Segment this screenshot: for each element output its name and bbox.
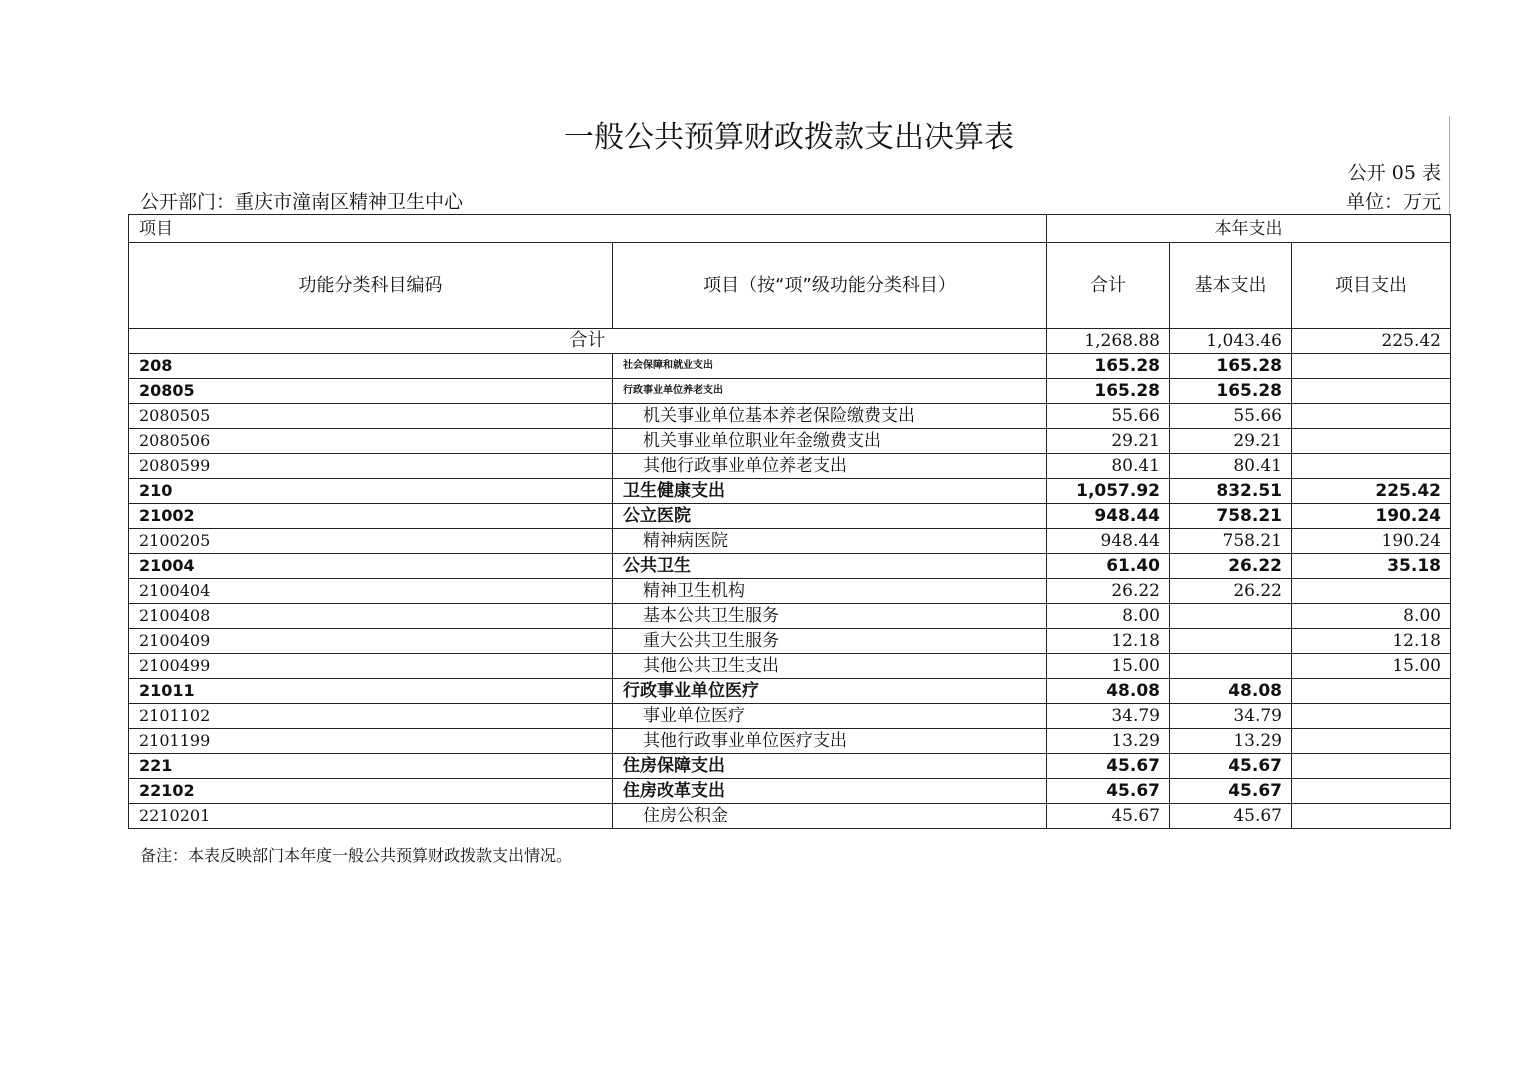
row-basic: 45.67 (1170, 779, 1292, 804)
row-total: 165.28 (1047, 379, 1170, 404)
total-label: 合计 (129, 329, 1047, 354)
table-row (129, 804, 1451, 829)
row-code: 2100409 (129, 629, 613, 654)
row-code: 21002 (129, 504, 613, 529)
table-row (129, 454, 1451, 479)
footnote: 备注：本表反映部门本年度一般公共预算财政拨款支出情况。 (140, 846, 573, 865)
header-name: 项目（按“项”级功能分类科目） (613, 243, 1047, 329)
row-name: 精神卫生机构 (613, 579, 1047, 604)
row-project (1292, 679, 1451, 704)
total-row (129, 329, 1451, 354)
row-basic: 26.22 (1170, 554, 1292, 579)
row-project: 8.00 (1292, 604, 1451, 629)
table-row (129, 604, 1451, 629)
table-row (129, 729, 1451, 754)
row-name: 社会保障和就业支出 (613, 354, 1047, 379)
row-code: 2100499 (129, 654, 613, 679)
row-total: 15.00 (1047, 654, 1170, 679)
row-basic (1170, 629, 1292, 654)
table-row (129, 504, 1451, 529)
row-total: 45.67 (1047, 754, 1170, 779)
row-name: 住房改革支出 (613, 779, 1047, 804)
row-name: 机关事业单位基本养老保险缴费支出 (613, 404, 1047, 429)
row-total: 165.28 (1047, 354, 1170, 379)
table-row (129, 754, 1451, 779)
row-code: 2080505 (129, 404, 613, 429)
row-basic: 55.66 (1170, 404, 1292, 429)
row-code: 2080599 (129, 454, 613, 479)
row-total: 1,057.92 (1047, 479, 1170, 504)
row-project (1292, 379, 1451, 404)
total-project: 225.42 (1292, 329, 1451, 354)
row-project: 12.18 (1292, 629, 1451, 654)
header-project: 项目支出 (1292, 243, 1451, 329)
row-name: 重大公共卫生服务 (613, 629, 1047, 654)
row-total: 26.22 (1047, 579, 1170, 604)
row-code: 20805 (129, 379, 613, 404)
row-name: 事业单位医疗 (613, 704, 1047, 729)
row-code: 21011 (129, 679, 613, 704)
row-total: 45.67 (1047, 779, 1170, 804)
row-basic: 758.21 (1170, 504, 1292, 529)
row-basic (1170, 654, 1292, 679)
department-label: 公开部门：重庆市潼南区精神卫生中心 (140, 191, 464, 213)
table-row (129, 404, 1451, 429)
row-code: 208 (129, 354, 613, 379)
row-total: 948.44 (1047, 504, 1170, 529)
row-basic: 758.21 (1170, 529, 1292, 554)
form-number: 公开 05 表 (1347, 162, 1441, 184)
budget-table (128, 214, 1451, 829)
row-basic (1170, 604, 1292, 629)
row-project (1292, 454, 1451, 479)
row-total: 12.18 (1047, 629, 1170, 654)
page-title: 一般公共预算财政拨款支出决算表 (564, 120, 1014, 155)
row-name: 其他行政事业单位医疗支出 (613, 729, 1047, 754)
row-total: 13.29 (1047, 729, 1170, 754)
row-basic: 45.67 (1170, 754, 1292, 779)
row-code: 21004 (129, 554, 613, 579)
row-total: 61.40 (1047, 554, 1170, 579)
total-total: 1,268.88 (1047, 329, 1170, 354)
row-basic: 13.29 (1170, 729, 1292, 754)
row-basic: 34.79 (1170, 704, 1292, 729)
row-project (1292, 704, 1451, 729)
table-row (129, 679, 1451, 704)
row-code: 210 (129, 479, 613, 504)
table-row (129, 779, 1451, 804)
row-name: 其他行政事业单位养老支出 (613, 454, 1047, 479)
row-name: 行政事业单位养老支出 (613, 379, 1047, 404)
header-row-2 (129, 243, 1451, 329)
table-row (129, 354, 1451, 379)
row-code: 22102 (129, 779, 613, 804)
row-basic: 165.28 (1170, 379, 1292, 404)
row-project: 225.42 (1292, 479, 1451, 504)
row-project: 190.24 (1292, 504, 1451, 529)
table-row (129, 379, 1451, 404)
table-row (129, 529, 1451, 554)
row-basic: 48.08 (1170, 679, 1292, 704)
row-name: 住房公积金 (613, 804, 1047, 829)
row-name: 精神病医院 (613, 529, 1047, 554)
row-total: 55.66 (1047, 404, 1170, 429)
row-project (1292, 804, 1451, 829)
row-project (1292, 779, 1451, 804)
row-project: 190.24 (1292, 529, 1451, 554)
table-row (129, 704, 1451, 729)
row-code: 2100205 (129, 529, 613, 554)
row-basic: 45.67 (1170, 804, 1292, 829)
table-row (129, 554, 1451, 579)
header-code: 功能分类科目编码 (129, 243, 613, 329)
header-current-year: 本年支出 (1047, 215, 1451, 243)
row-project: 15.00 (1292, 654, 1451, 679)
row-code: 2080506 (129, 429, 613, 454)
row-total: 8.00 (1047, 604, 1170, 629)
table-row (129, 479, 1451, 504)
row-project (1292, 754, 1451, 779)
row-total: 80.41 (1047, 454, 1170, 479)
row-name: 行政事业单位医疗 (613, 679, 1047, 704)
row-project (1292, 354, 1451, 379)
header-total: 合计 (1047, 243, 1170, 329)
unit-label: 单位：万元 (1345, 191, 1441, 213)
table-row (129, 579, 1451, 604)
header-basic: 基本支出 (1170, 243, 1292, 329)
row-total: 34.79 (1047, 704, 1170, 729)
row-project: 35.18 (1292, 554, 1451, 579)
row-name: 机关事业单位职业年金缴费支出 (613, 429, 1047, 454)
row-basic: 29.21 (1170, 429, 1292, 454)
row-code: 2101102 (129, 704, 613, 729)
row-name: 卫生健康支出 (613, 479, 1047, 504)
row-project (1292, 729, 1451, 754)
row-code: 2101199 (129, 729, 613, 754)
table-row (129, 629, 1451, 654)
row-name: 其他公共卫生支出 (613, 654, 1047, 679)
row-total: 48.08 (1047, 679, 1170, 704)
table-row (129, 654, 1451, 679)
row-name: 基本公共卫生服务 (613, 604, 1047, 629)
row-code: 2210201 (129, 804, 613, 829)
row-project (1292, 429, 1451, 454)
row-project (1292, 579, 1451, 604)
row-name: 公共卫生 (613, 554, 1047, 579)
row-total: 948.44 (1047, 529, 1170, 554)
row-basic: 832.51 (1170, 479, 1292, 504)
row-project (1292, 404, 1451, 429)
row-name: 公立医院 (613, 504, 1047, 529)
table-row (129, 429, 1451, 454)
row-basic: 26.22 (1170, 579, 1292, 604)
row-basic: 165.28 (1170, 354, 1292, 379)
row-total: 45.67 (1047, 804, 1170, 829)
row-name: 住房保障支出 (613, 754, 1047, 779)
row-code: 221 (129, 754, 613, 779)
header-row-1 (129, 215, 1451, 243)
row-code: 2100408 (129, 604, 613, 629)
row-code: 2100404 (129, 579, 613, 604)
total-basic: 1,043.46 (1170, 329, 1292, 354)
row-total: 29.21 (1047, 429, 1170, 454)
header-item: 项目 (129, 215, 1047, 243)
row-basic: 80.41 (1170, 454, 1292, 479)
